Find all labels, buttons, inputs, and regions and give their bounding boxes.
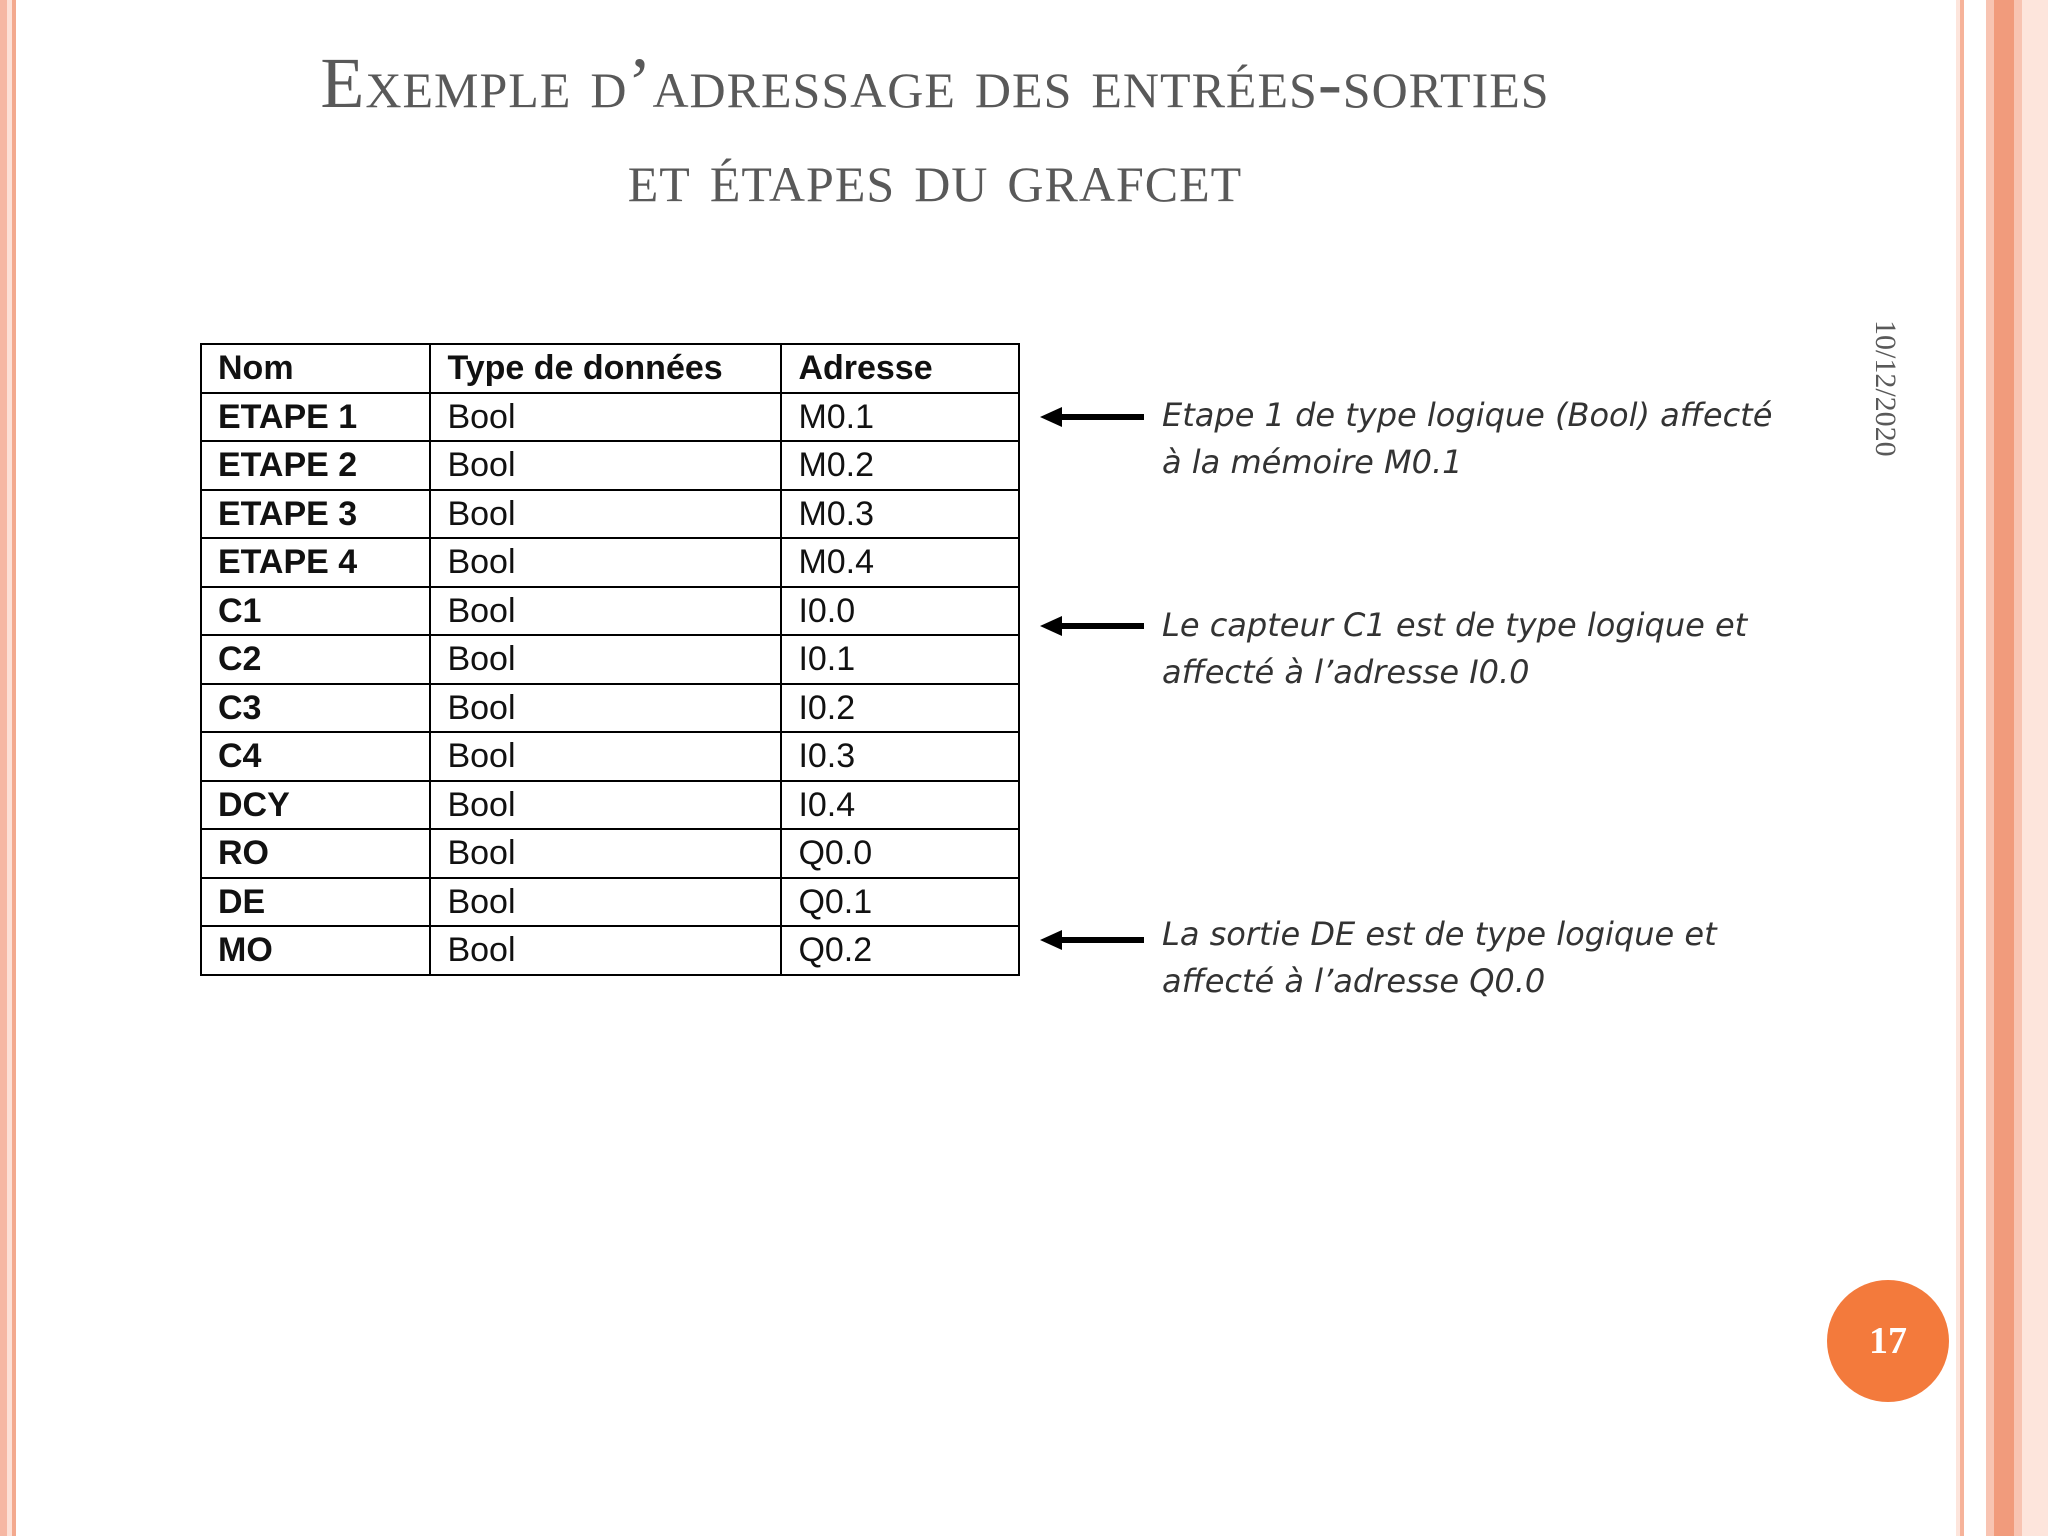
annotation-line: Le capteur C1 est de type logique et — [1162, 606, 1748, 644]
cell-type: Bool — [430, 441, 781, 490]
left-arrow-icon — [1040, 614, 1144, 638]
cell-nom: DCY — [201, 781, 430, 830]
cell-type: Bool — [430, 635, 781, 684]
table-header-row — [201, 344, 1019, 393]
table-row — [201, 393, 1019, 442]
annotation-line: affecté à l’adresse Q0.0 — [1162, 962, 1546, 1000]
cell-nom: ETAPE 4 — [201, 538, 430, 587]
cell-type: Bool — [430, 538, 781, 587]
cell-adresse: Q0.0 — [781, 829, 1019, 878]
table-row — [201, 926, 1019, 975]
cell-nom: C4 — [201, 732, 430, 781]
cell-nom: ETAPE 3 — [201, 490, 430, 539]
address-table — [200, 343, 1020, 976]
cell-type: Bool — [430, 587, 781, 636]
annotation-line: La sortie DE est de type logique et — [1162, 915, 1717, 953]
right-decorative-border — [1956, 0, 2048, 1536]
annotation-line: Etape 1 de type logique (Bool) affecté — [1162, 396, 1773, 434]
page-number-badge: 17 — [1827, 1280, 1949, 1402]
table-row — [201, 829, 1019, 878]
slide-title-line-2: et étapes du grafcet — [627, 137, 1243, 217]
cell-adresse: I0.1 — [781, 635, 1019, 684]
header-nom: Nom — [201, 344, 430, 393]
cell-adresse: I0.4 — [781, 781, 1019, 830]
cell-nom: ETAPE 2 — [201, 441, 430, 490]
cell-adresse: I0.3 — [781, 732, 1019, 781]
cell-adresse: M0.4 — [781, 538, 1019, 587]
cell-nom: C3 — [201, 684, 430, 733]
table-row — [201, 732, 1019, 781]
annotation-line: à la mémoire M0.1 — [1162, 443, 1463, 481]
header-type: Type de données — [430, 344, 781, 393]
slide-date: 10/12/2020 — [1869, 320, 1902, 457]
cell-nom: RO — [201, 829, 430, 878]
left-arrow-icon — [1040, 405, 1144, 429]
annotation-etape — [1162, 392, 1802, 486]
cell-type: Bool — [430, 829, 781, 878]
cell-type: Bool — [430, 781, 781, 830]
annotation-capteur — [1162, 602, 1802, 696]
cell-type: Bool — [430, 393, 781, 442]
cell-adresse: Q0.1 — [781, 878, 1019, 927]
cell-nom: DE — [201, 878, 430, 927]
table-row — [201, 490, 1019, 539]
table-row — [201, 538, 1019, 587]
table-row — [201, 587, 1019, 636]
cell-adresse: M0.1 — [781, 393, 1019, 442]
cell-nom: MO — [201, 926, 430, 975]
cell-adresse: I0.0 — [781, 587, 1019, 636]
annotation-sortie — [1162, 911, 1802, 1005]
table-row — [201, 635, 1019, 684]
cell-type: Bool — [430, 684, 781, 733]
cell-type: Bool — [430, 732, 781, 781]
slide-title-line-1: Exemple d’adressage des entrées-sorties — [320, 43, 1550, 123]
cell-adresse: M0.2 — [781, 441, 1019, 490]
header-adresse: Adresse — [781, 344, 1019, 393]
cell-type: Bool — [430, 878, 781, 927]
cell-adresse: Q0.2 — [781, 926, 1019, 975]
slide-title — [100, 36, 1770, 224]
cell-adresse: I0.2 — [781, 684, 1019, 733]
table-row — [201, 441, 1019, 490]
table-row — [201, 781, 1019, 830]
left-arrow-icon — [1040, 928, 1144, 952]
table-row — [201, 878, 1019, 927]
cell-nom: C2 — [201, 635, 430, 684]
cell-type: Bool — [430, 490, 781, 539]
cell-type: Bool — [430, 926, 781, 975]
annotation-line: affecté à l’adresse I0.0 — [1162, 653, 1530, 691]
table-row — [201, 684, 1019, 733]
cell-nom: C1 — [201, 587, 430, 636]
left-decorative-border — [0, 0, 22, 1536]
cell-nom: ETAPE 1 — [201, 393, 430, 442]
cell-adresse: M0.3 — [781, 490, 1019, 539]
